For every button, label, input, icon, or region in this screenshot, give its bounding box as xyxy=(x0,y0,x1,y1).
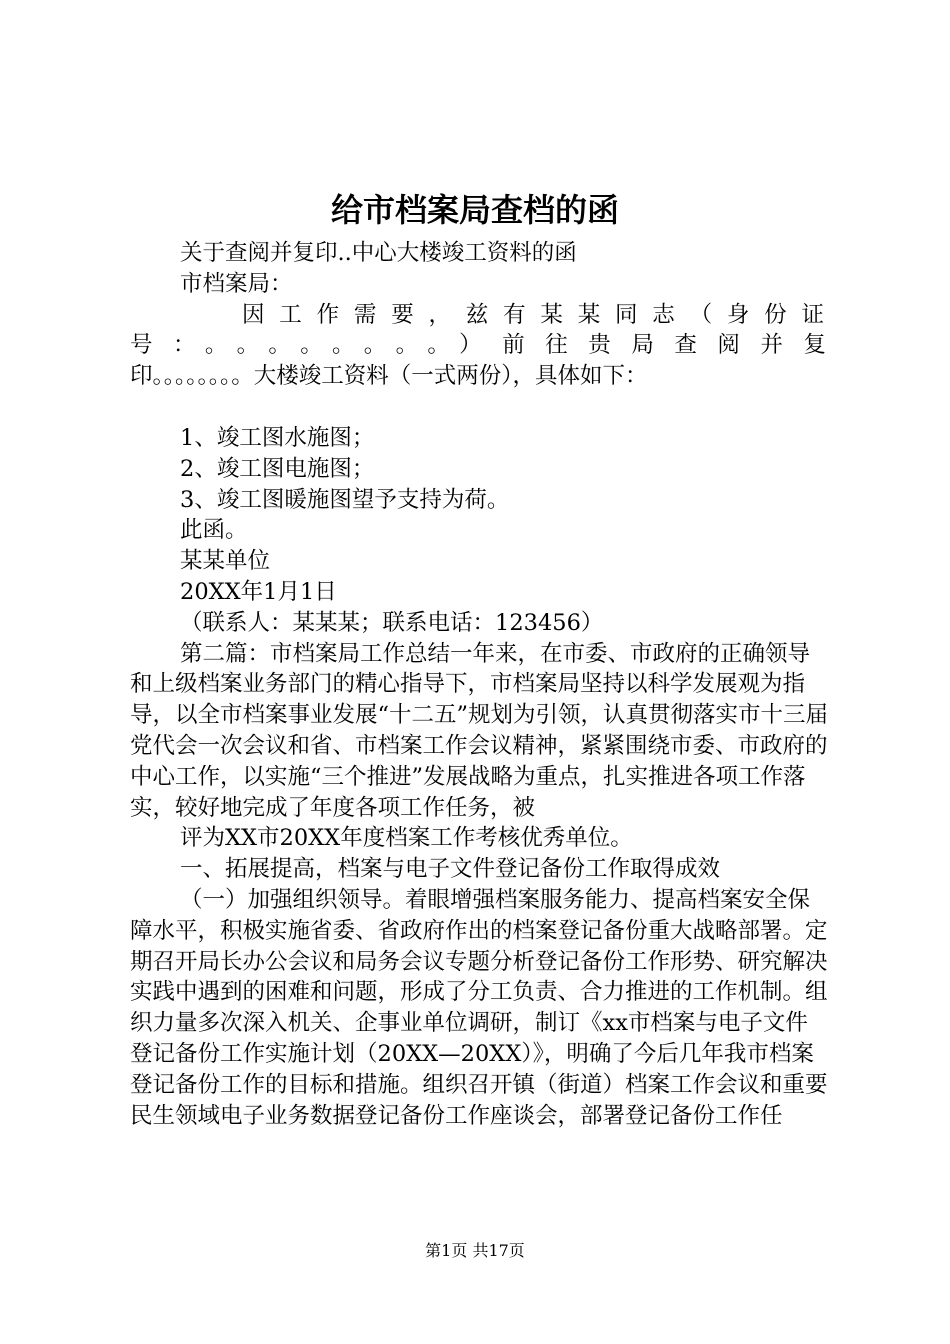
section-heading: 一、拓展提高，档案与电子文件登记备份工作取得成效 xyxy=(180,856,721,883)
paragraph: 第二篇：市档案局工作总结一年来，在市委、市政府的正确领导和上级档案业务部门的精心指导下，市档案局坚持以科学发展观为指导，以全市档案事业发展“十二五”规划为引领，认真贯彻落实市十三届党代会一次会议和省、市档案工作会议精神，紧紧围绕市委、市政府的中心工作，以实施“三个推进”发展战略为重点，扎实推进各项工作落实，较好地完成了年度各项工作任务，被 xyxy=(130,640,829,821)
letter-date: 20XX年1月1日 xyxy=(180,578,337,605)
list-item: 2、竣工图电施图； xyxy=(180,455,375,482)
letter-subject: 关于查阅并复印..中心大楼竣工资料的函 xyxy=(180,240,577,266)
letter-contact: （联系人：某某某；联系电话：123456） xyxy=(180,609,604,636)
letter-body-line-2: 号：。。。。。。。。）前往贵局查阅并复 xyxy=(130,332,830,359)
list-item: 1、竣工图水施图； xyxy=(180,424,375,451)
list-item: 3、竣工图暖施图望予支持为荷。 xyxy=(180,486,510,513)
letter-addressee: 市档案局： xyxy=(180,270,293,297)
letter-closing: 此函。 xyxy=(180,517,248,544)
document-title: 给市档案局查档的函 xyxy=(330,191,619,229)
blank-line xyxy=(130,392,830,423)
letter-body-line-1: 因工作需要，兹有某某同志（身份证 xyxy=(242,301,830,328)
paragraph: 评为XX市20XX年度档案工作考核优秀单位。 xyxy=(180,825,633,852)
page-footer: 第1页 共17页 xyxy=(425,1241,525,1260)
document-body xyxy=(130,238,830,1131)
paragraph: （一）加强组织领导。着眼增强档案服务能力、提高档案安全保障水平，积极实施省委、省政府作出的档案登记备份重大战略部署。定期召开局长办公会议和局务会议专题分析登记备份工作形势、研究解决实践中遇到的困难和问题，形成了分工负责、合力推进的工作机制。组织力量多次深入机关、企事业单位调研，制订《xx市档案与电子文件登记备份工作实施计划（20XX—20XX）》，明确了今后几年我市档案登记备份工作的目标和措施。组织召开镇（街道）档案工作会议和重要民生领域电子业务数据登记备份工作座谈会，部署登记备份工作任 xyxy=(130,886,828,1129)
letter-body-line-3: 印。。。。。。。。大楼竣工资料（一式两份），具体如下： xyxy=(130,363,648,390)
letter-sender: 某某单位 xyxy=(180,548,271,575)
